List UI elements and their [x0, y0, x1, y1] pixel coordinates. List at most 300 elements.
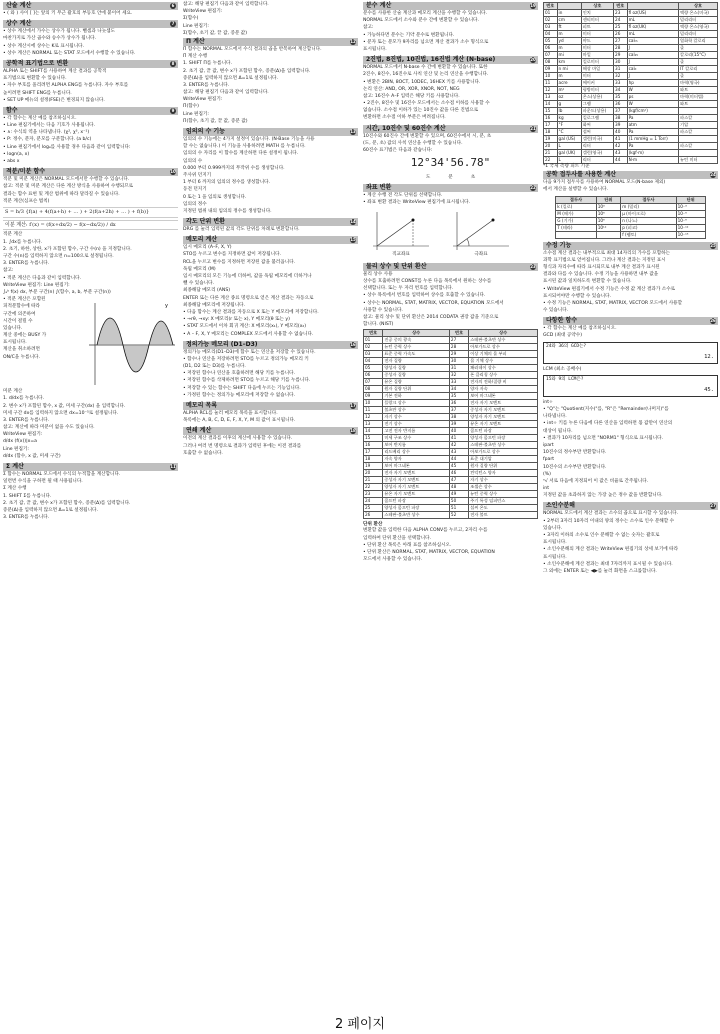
section-number-badge: 20 [530, 57, 536, 63]
text-line: 참고: 계산에 따라 미분이 없을 수도 있습니다. [3, 425, 95, 431]
table-row [556, 217, 706, 224]
table-cell: 18 [544, 129, 558, 136]
table-cell: (1 mmHg = 1 Torr) [627, 136, 678, 143]
column-1 [3, 2, 178, 524]
text-line: • 적분 계산은 포함된 [3, 297, 46, 303]
table-cell: 아보가드로 상수 [469, 449, 538, 456]
section-header [183, 402, 358, 410]
section-title: 분수 계산 [366, 2, 392, 9]
text-line: WriteView 편집기: [183, 9, 223, 15]
table-cell: 에이커 [581, 80, 613, 87]
calculator-display-gcd [543, 342, 718, 364]
text-line: 3. ENTER를 누릅니다. [3, 515, 50, 521]
table-cell: 41 [449, 435, 468, 442]
text-line: WriteView 편집기: Line 편집기: [3, 282, 70, 288]
table-cell: 26 [614, 31, 628, 38]
text-line: • 수정 기능은 NORMAL, STAT, MATRIX, VECTOR 모드에서 사용할 [543, 300, 683, 306]
table-row [364, 358, 538, 365]
table-cell: N·m [627, 157, 678, 164]
text-line: 10진수의 정수부만 반환합니다. [543, 450, 607, 456]
table-cell: 43 [614, 150, 628, 157]
diagram-label: 극좌표 [474, 251, 488, 257]
section-header [363, 56, 538, 64]
text-line: 참고: [3, 268, 14, 274]
text-line: 형식과 자리수에 따라 표시되므로 내부 계산 결과가 표시된 [543, 264, 660, 270]
section-title: 2진법, 8진법, 10진법, 16진법 계산 (N-base) [366, 56, 496, 64]
table-cell: ps [627, 94, 678, 101]
prefix-table-body [556, 203, 706, 238]
text-block [363, 272, 538, 329]
table-cell: 13 [364, 421, 383, 428]
table-cell: 스테판-볼츠만 상수 [469, 442, 538, 449]
table-cell: acre [557, 80, 581, 87]
table-cell: 31 [449, 365, 468, 372]
section-memory [183, 236, 358, 337]
display-input: 24와 36의 GCD는? [546, 343, 587, 349]
table-cell: 그램 [581, 101, 613, 108]
table-cell: 02 [544, 17, 558, 24]
text-line: Σ 계산 수행 [3, 486, 27, 492]
table-cell: 스테판-볼츠만 상수 [469, 337, 538, 344]
text-line: 계산을 취소하려면 [3, 347, 40, 353]
table-cell: m (밀리) [621, 203, 676, 210]
text-line: • SET UP 메뉴의 설정(FSE)은 변경되지 않습니다. [3, 97, 105, 103]
table-cell: 24 [364, 498, 383, 505]
text-line: 표시됩니다. [543, 540, 567, 546]
table-cell: 폰 클리칭 상수 [469, 372, 538, 379]
text-line: 구간에 의존하여 [3, 311, 36, 317]
text-line: • 각 함수는 계산 예를 참조하십시오. [543, 326, 617, 332]
section-title: 공학적 표기법으로 변환 [6, 59, 69, 67]
table-row [364, 393, 538, 400]
table-cell: 28 [614, 45, 628, 52]
text-line: 임시 메모리 (A–F, X, Y) [183, 245, 232, 251]
table-cell: 센티미터 [581, 17, 613, 24]
table-cell: 31 [614, 66, 628, 73]
text-line: • 2부터 3자리 10자리 이내의 양의 정수는 소수로 인수 분해할 수 [543, 518, 675, 524]
table-row [364, 428, 538, 435]
table-cell: L [557, 157, 581, 164]
text-line: WriteView 편집기: [183, 97, 223, 103]
table-cell: 밀리리터 [679, 31, 718, 38]
table-cell: calₜₕ [627, 38, 678, 45]
table-cell: mL [627, 31, 678, 38]
table-cell: 전자 질량 [383, 358, 450, 365]
text-line: RCL을 누르고 변수를 지정하면 저장된 값을 불러옵니다. [183, 259, 296, 265]
table-cell: 보어 마그네톤 [383, 463, 450, 470]
text-line: 시간이 걸릴 수 [3, 318, 33, 324]
text-line: 없습니다. 소수점 이하가 있는 10진수 값을 다른 진법으로 [363, 108, 479, 114]
constants-table [363, 329, 538, 519]
rectangular-coord-icon [369, 210, 433, 252]
table-row [364, 505, 538, 512]
text-line: Π 함수는 NORMAL 모드에서 수식 결과의 곱을 반복하여 계산합니다. [183, 46, 322, 52]
text-line: Line 편집기: [3, 446, 29, 452]
table-cell: 주기 특성 임피던스 [469, 498, 538, 505]
section-arithmetic [3, 2, 178, 17]
table-row [544, 38, 718, 45]
table-cell: 38 [614, 115, 628, 122]
table-cell: 평방미터 [581, 87, 613, 94]
section-header [363, 184, 538, 192]
table-row [364, 477, 538, 484]
table-row [544, 80, 718, 87]
text-line: • ∧: 수식의 역을 나타냅니다. (χ², χ³, x⁻¹) [3, 130, 90, 136]
text-line: 상수를 호출하려면 CONST를 누른 다음 목록에서 원하는 상수를 [363, 278, 492, 284]
table-cell: 32 [614, 73, 628, 80]
text-line: • 상수 계산에서 가수는 상수가 됩니다. 뺄셈과 나눗셈도 [3, 29, 116, 35]
table-cell: p (피코) [621, 224, 676, 231]
constants-table-body [364, 337, 538, 519]
table-cell: 12 [544, 87, 558, 94]
table-cell: 10¹² [596, 224, 620, 231]
subsection-title: 단위 환산 [363, 522, 383, 528]
table-cell: 전기 상수 [383, 421, 450, 428]
table-cell: 해상 마일 [581, 66, 613, 73]
table-row [364, 463, 538, 470]
table-row [364, 512, 538, 519]
text-block [183, 137, 358, 158]
table-row [364, 337, 538, 344]
text-line: 1. SHIFT Π를 누릅니다. [183, 61, 232, 67]
coordinate-diagrams [363, 208, 538, 260]
text-line: 지정된 범위 내의 임의의 정수를 생성합니다. [183, 208, 272, 214]
table-cell: k (킬로) [556, 203, 596, 210]
table-cell: n (나노) [621, 217, 676, 224]
section-number-badge: 7 [171, 21, 175, 27]
section-memory-list [183, 402, 358, 424]
table-cell: 몰 기체 상수 [469, 358, 538, 365]
section-fractions [363, 2, 538, 53]
table-row [544, 10, 718, 17]
table-cell: 50 [449, 498, 468, 505]
column-header: 상수 [383, 330, 450, 337]
section-coordinates [363, 184, 538, 260]
text-line: • 상수 목록에서 번호를 입력하여 상수를 호출할 수 있습니다. [363, 293, 486, 299]
table-cell: 온스(상용) [581, 94, 613, 101]
section-header [3, 2, 178, 10]
table-cell: 칼로리(15°C) [679, 52, 718, 59]
text-line: 표시됩니다. [543, 554, 567, 560]
table-cell: μ (마이크로) [621, 210, 676, 217]
table-cell: W [627, 101, 678, 108]
table-cell: 17 [364, 449, 383, 456]
text-block [183, 47, 358, 125]
table-cell: m [557, 73, 581, 80]
section-number-badge: 27 [710, 503, 716, 509]
table-row [364, 484, 538, 491]
section-header [3, 463, 178, 471]
table-cell: 03 [544, 24, 558, 31]
table-cell: 17 [544, 122, 558, 129]
text-line: 대상이 됩니다. [543, 428, 573, 434]
table-cell: 표준 중력 가속도 [383, 351, 450, 358]
section-title: 소인수분해 [546, 502, 575, 510]
section-number-badge: 6 [171, 3, 175, 8]
text-line: 그러나 여러 번 명령으로 결과가 입력된 후에는 이전 결과를 [183, 443, 302, 449]
table-cell: 07 [544, 52, 558, 59]
section-header [3, 60, 178, 68]
text-line: • 결과가 10자리를 넘으면 "NORM1" 형식으로 표시됩니다. [543, 435, 664, 441]
table-row [364, 400, 538, 407]
text-line: 미분 계산 [3, 389, 23, 395]
table-cell: 30 [614, 59, 628, 66]
text-block [543, 511, 718, 575]
text-block [3, 69, 178, 104]
table-cell: Pa [627, 115, 678, 122]
integral-graph [85, 299, 177, 387]
text-line: 수 있습니다. [543, 308, 569, 314]
text-line: • 저장할 수 있는 함수는 SHIFT 다음에 누르는 기능입니다. [183, 385, 301, 391]
table-cell: 15 [544, 108, 558, 115]
table-cell: 39 [449, 421, 468, 428]
text-line: 피적분함수에 따라 [3, 304, 40, 310]
table-cell: 01 [544, 10, 558, 17]
table-cell: m [557, 31, 581, 38]
text-line: 있습니다. [543, 525, 563, 531]
table-cell: 원자 질량 단위 [383, 386, 450, 393]
section-number-badge: 17 [350, 403, 356, 408]
section-number-badge: 22 [530, 185, 536, 191]
section-constant-calc [3, 20, 178, 57]
text-block [363, 134, 538, 155]
table-cell: 액량 온스(미국) [679, 10, 718, 17]
table-cell: 리드베리 상수 [383, 449, 450, 456]
table-cell: 10⁶ [596, 210, 620, 217]
section-number-badge: 12 [350, 38, 356, 44]
table-cell: 03 [364, 351, 383, 358]
section-title: 메모리 계산 [186, 236, 218, 244]
text-line: • 상수 계산시에 상수는 K로 표시됩니다. [3, 43, 85, 49]
table-cell: 16 [364, 442, 383, 449]
text-line: 미세 구간 dx를 입력하지 않으면 dx=10⁻⁵로 설정됩니다. [3, 410, 119, 416]
table-cell: 39 [614, 122, 628, 129]
table-cell: 27 [449, 337, 468, 344]
section-angle-conversion [183, 218, 358, 233]
table-cell: 14 [364, 428, 383, 435]
section-number-badge: 26 [710, 318, 716, 324]
table-row [544, 108, 718, 115]
text-line: d/dx (f(x))|x=a [3, 439, 37, 445]
text-line: 에서 계산을 실행할 수 있습니다. [543, 187, 608, 193]
table-cell: cal₁₅ [627, 52, 678, 59]
table-cell: atm [627, 122, 678, 129]
table-row [544, 17, 718, 24]
table-cell: 32 [449, 372, 468, 379]
text-line: 참고: 16진수 A–F 입력은 해당 키를 사용합니다. [363, 93, 460, 99]
table-cell: yd [557, 38, 581, 45]
table-cell: J [627, 73, 678, 80]
table-cell: 51 [449, 505, 468, 512]
table-cell: J [627, 59, 678, 66]
text-line: 뺄 수 있습니다. [183, 281, 215, 287]
text-line: NORMAL 모드에서 계산 결과는 소수의 곱으로 표시할 수 있습니다. [543, 511, 679, 517]
table-cell: f (펨토) [621, 231, 676, 238]
table-cell: 29 [614, 52, 628, 59]
table-cell: 미세 구조 상수 [383, 435, 450, 442]
text-block [363, 11, 538, 53]
table-cell: 33 [449, 379, 468, 386]
table-cell: 10 [544, 73, 558, 80]
text-block [543, 251, 718, 315]
table-cell: 15 [364, 435, 383, 442]
text-line: 구간 수(n)를 입력하지 않으면 n=100으로 설정됩니다. [3, 254, 114, 259]
section-header [183, 128, 358, 136]
text-line: • 상수는 NORMAL, STAT, MATRIX, VECTOR, EQUATION 모드에서 [363, 300, 504, 306]
table-cell: 10⁻¹² [676, 224, 705, 231]
section-sexagesimal [363, 125, 538, 182]
text-block [183, 436, 358, 457]
text-line: 호출할 수 없습니다. [183, 450, 223, 456]
text-line: 일련번 수식을 구하면 될 때 사용됩니다. [3, 479, 83, 485]
table-cell: m² [557, 87, 581, 94]
table-cell: 38 [449, 414, 468, 421]
text-line: 있습니다. [3, 325, 23, 331]
text-line: 임시 메모리의 모든 기능에 더하여, 값을 독립 메모리에 더하거나 [183, 274, 312, 279]
text-line: ENTER 또는 다른 계산 종료 명령으로 얻은 계산 결과는 자동으로 [183, 295, 314, 301]
table-cell: 30 [449, 358, 468, 365]
section-title: 공학 접두사를 사용한 계산 [546, 171, 617, 179]
text-line: 이전의 계산 결과를 이후의 계산에 사용할 수 있습니다. [183, 436, 293, 442]
table-cell: 10⁻³ [676, 203, 705, 210]
table-cell: 43 [449, 449, 468, 456]
table-cell: 37 [614, 108, 628, 115]
table-cell: 05 [364, 365, 383, 372]
table-cell: 08 [364, 386, 383, 393]
column-4 [543, 2, 718, 578]
section-header [543, 171, 718, 179]
text-line: • 가정된 함수는 정의가능 메모리에 저장할 수 없습니다. [183, 392, 296, 398]
table-row [364, 442, 538, 449]
section-random [183, 128, 358, 215]
table-cell: 01 [364, 337, 383, 344]
table-cell: 36 [614, 101, 628, 108]
table-row [544, 87, 718, 94]
text-line: 할 수는 없습니다.) 이 기능을 사용하려면 MATH 를 누릅니다. [183, 144, 306, 150]
section-header [543, 242, 718, 250]
table-cell: 04 [544, 31, 558, 38]
text-line: 표기법으로 변환할 수 있습니다. [3, 76, 67, 82]
text-line: 증분(Δ)을 입력하지 않으면 Δ=1로 설정됩니다. [183, 75, 278, 81]
table-cell: 뮤온 자기 모멘트 [383, 491, 450, 498]
table-cell: ft [557, 24, 581, 31]
table-row [364, 414, 538, 421]
text-line: 사용할 수 있습니다. [363, 307, 403, 313]
table-row [544, 115, 718, 122]
table-row [556, 224, 706, 231]
text-block [543, 326, 718, 339]
table-cell: 20 [364, 470, 383, 477]
text-line: • 적분 계산은 다음과 같이 입력합니다. [3, 275, 82, 281]
table-cell: 35 [449, 393, 468, 400]
table-cell: 22 [544, 157, 558, 164]
table-cell: 야드 [581, 38, 613, 45]
text-line: 최종해답 메모리 (ANS) [183, 288, 231, 294]
table-cell: 10⁻⁹ [676, 217, 705, 224]
text-line: (%) [543, 471, 551, 477]
section-title: 임의의 수 기능 [186, 128, 225, 135]
table-cell: 중성자 질량 [383, 372, 450, 379]
table-cell: 49 [449, 491, 468, 498]
text-line: d/dx (함수, x 값, 미세 구간) [3, 453, 61, 459]
table-cell: 원자 질량 단위 [469, 463, 538, 470]
table-cell: 액량 온스(영국) [679, 24, 718, 31]
table-row [364, 498, 538, 505]
column-header: 접두사 [556, 196, 596, 203]
table-cell: 02 [364, 344, 383, 351]
table-cell: 14 [544, 101, 558, 108]
table-cell [679, 136, 718, 143]
calculator-display-lcm [543, 375, 718, 397]
text-line: • →rθ, →xy: X 메모리(r 또는 x), Y 메모리(θ 또는 y) [183, 317, 290, 323]
text-line: ON/C을 누릅니다. [3, 354, 40, 360]
text-line: 0.000 부터 0.999까지의 무작위 수를 생성합니다. [183, 165, 285, 171]
text-line: 10진수와 60진수 간에 변환할 수 있으며, 60진수에서 시, 분, 초 [363, 133, 492, 139]
text-line: STO를 누르고 변수를 지정하면 값이 저장됩니다. [183, 252, 281, 258]
table-header-row [556, 196, 706, 203]
table-cell: 27 [614, 38, 628, 45]
text-line: • 각 함수는 계산 예를 참조하십시오. [3, 115, 77, 121]
table-cell: 34 [614, 87, 628, 94]
table-row [556, 231, 706, 238]
table-cell: 중성자 자기 모멘트 [469, 407, 538, 414]
table-row [544, 157, 718, 164]
table-cell: 조셉슨 상수 [469, 484, 538, 491]
table-cell: 21 [544, 150, 558, 157]
section-engineering-prefix [543, 171, 718, 238]
table-cell: 콤프턴 파장 [383, 498, 450, 505]
text-line: int [543, 486, 549, 492]
table-cell: 미터 [581, 45, 613, 52]
table-cell: L [557, 143, 581, 150]
text-line: • 저장된 함수나 연산을 호출하려면 해당 키를 누릅니다. [183, 371, 296, 377]
column-3 [363, 2, 538, 566]
table-cell: hp [627, 80, 678, 87]
column-header: 번호 [544, 3, 558, 10]
section-number-badge: 16 [350, 341, 356, 347]
table-row [544, 31, 718, 38]
table-cell: g [557, 101, 581, 108]
table-cell [556, 231, 596, 238]
text-line: • WriteView 편집기에서 수정 기능은 수정 값 계산 결과가 소수로 [543, 286, 676, 292]
table-row [544, 129, 718, 136]
text-line: 3. ENTER를 누릅니다. [3, 417, 50, 423]
text-line: 모드에서 사용할 수 있습니다. [363, 557, 423, 563]
section-header [363, 263, 538, 271]
table-cell: 12 [364, 414, 383, 421]
section-number-badge: 9 [171, 107, 175, 113]
table-header-row [364, 330, 538, 337]
text-line: • STAT 모드에서 이차 회귀 계산: X 메모리(x₁), Y 메모리(x₂) [183, 324, 307, 330]
table-cell: 양성자 콤프턴 파장 [469, 435, 538, 442]
text-block [183, 350, 358, 399]
table-cell: 11 [364, 407, 383, 414]
table-cell: 23 [364, 491, 383, 498]
section-number-badge: 11 [170, 464, 176, 469]
table-cell: in [557, 10, 581, 17]
table-row [544, 52, 718, 59]
text-line: 참고: 해당 편집기 다음과 같이 입력합니다. [183, 2, 269, 7]
table-cell: calᵢₜ [627, 66, 678, 73]
table-cell: 44 [614, 157, 628, 164]
section-title: 각도 단위 변환 [186, 218, 225, 226]
section-header [3, 20, 178, 28]
section-physical-constants [363, 263, 538, 564]
text-line: 다음 9가지 접두사를 사용하여 NORMAL 모드(N-base 제외) [543, 180, 666, 186]
table-cell: 파스칼 [679, 115, 718, 122]
column-header: 단위 [596, 196, 620, 203]
section-header [183, 38, 358, 46]
